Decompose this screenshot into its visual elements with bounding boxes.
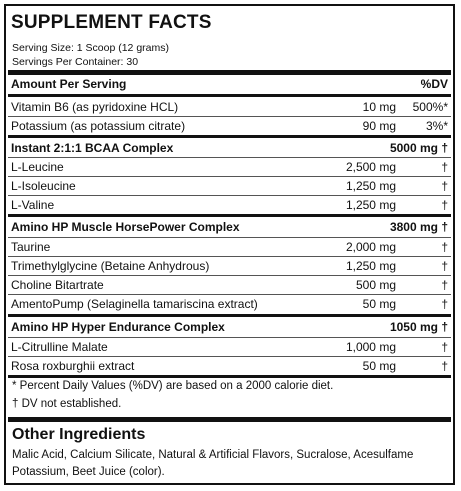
ingredient-row: [11, 256, 448, 275]
ingredient-amount: 2,000 mg: [345, 240, 396, 254]
ingredient-row: [11, 337, 448, 356]
ingredient-dv: †: [441, 340, 448, 354]
ingredient-row: [11, 237, 448, 256]
ingredient-dv: †: [441, 240, 448, 254]
serving-size: Serving Size: 1 Scoop (12 grams): [12, 42, 169, 54]
blend-row: [11, 317, 448, 336]
ingredient-name: AmentoPump (Selaginella tamariscina extract): [11, 297, 258, 311]
amount-per-serving-label: Amount Per Serving: [11, 77, 127, 91]
ingredient-amount: 50 mg: [362, 297, 396, 311]
ingredient-name: L-Isoleucine: [11, 179, 76, 193]
ingredient-dv: †: [441, 179, 448, 193]
ingredient-name: Trimethylglycine (Betaine Anhydrous): [11, 259, 210, 273]
ingredient-row: [11, 294, 448, 313]
blend-name: Amino HP Hyper Endurance Complex: [11, 320, 225, 334]
nutrient-dv: 500%*: [412, 100, 448, 114]
blend-row: [11, 138, 448, 157]
blend-row: [11, 217, 448, 236]
ingredient-dv: †: [441, 259, 448, 273]
ingredient-amount: 2,500 mg: [345, 160, 396, 174]
ingredient-name: L-Citrulline Malate: [11, 340, 108, 354]
nutrient-name: Vitamin B6 (as pyridoxine HCL): [11, 100, 179, 114]
panel-title: SUPPLEMENT FACTS: [11, 12, 212, 33]
medium-divider: [8, 375, 451, 378]
servings-per-container: Servings Per Container: 30: [12, 56, 139, 68]
supplement-facts-panel: [4, 4, 455, 485]
ingredient-row: [11, 157, 448, 176]
ingredient-name: Choline Bitartrate: [11, 278, 104, 292]
ingredient-amount: 1,250 mg: [345, 198, 396, 212]
ingredient-name: Rosa roxburghii extract: [11, 359, 135, 373]
ingredient-dv: †: [441, 160, 448, 174]
ingredient-dv: †: [441, 278, 448, 292]
ingredient-row: [11, 195, 448, 214]
ingredient-amount: 1,250 mg: [345, 179, 396, 193]
ingredient-amount: 1,000 mg: [345, 340, 396, 354]
blend-total: 5000 mg †: [389, 141, 448, 155]
ingredient-amount: 500 mg: [355, 278, 396, 292]
blend-total: 3800 mg †: [389, 220, 448, 234]
other-ingredients-text: Malic Acid, Calcium Silicate, Natural & Artificial Flavors, Sucralose, Acesulfame Potassium, Beet Juice (color).: [12, 449, 414, 478]
ingredient-dv: †: [441, 198, 448, 212]
ingredient-row: [11, 356, 448, 375]
nutrient-dv: 3%*: [425, 119, 448, 133]
nutrient-name: Potassium (as potassium citrate): [11, 119, 186, 133]
nutrient-amount: 90 mg: [362, 119, 396, 133]
ingredient-dv: †: [441, 359, 448, 373]
ingredient-dv: †: [441, 297, 448, 311]
dv-header-label: %DV: [420, 77, 448, 91]
thick-divider: [8, 417, 451, 422]
amount-header-row: [11, 74, 448, 93]
ingredient-name: Taurine: [11, 240, 51, 254]
ingredient-name: L-Valine: [11, 198, 55, 212]
nutrient-row: [11, 97, 448, 116]
ingredient-name: L-Leucine: [11, 160, 64, 174]
ingredient-row: [11, 275, 448, 294]
footnote-dagger: † DV not established.: [12, 398, 122, 410]
blend-name: Amino HP Muscle HorsePower Complex: [11, 220, 240, 234]
ingredient-row: [11, 176, 448, 195]
blend-name: Instant 2:1:1 BCAA Complex: [11, 141, 174, 155]
other-ingredients-title: Other Ingredients: [12, 426, 146, 443]
nutrient-amount: 10 mg: [362, 100, 396, 114]
nutrient-row: [11, 116, 448, 135]
ingredient-amount: 50 mg: [362, 359, 396, 373]
footnote-dv: * Percent Daily Values (%DV) are based on a 2000 calorie diet.: [12, 380, 334, 392]
ingredient-amount: 1,250 mg: [345, 259, 396, 273]
blend-total: 1050 mg †: [389, 320, 448, 334]
